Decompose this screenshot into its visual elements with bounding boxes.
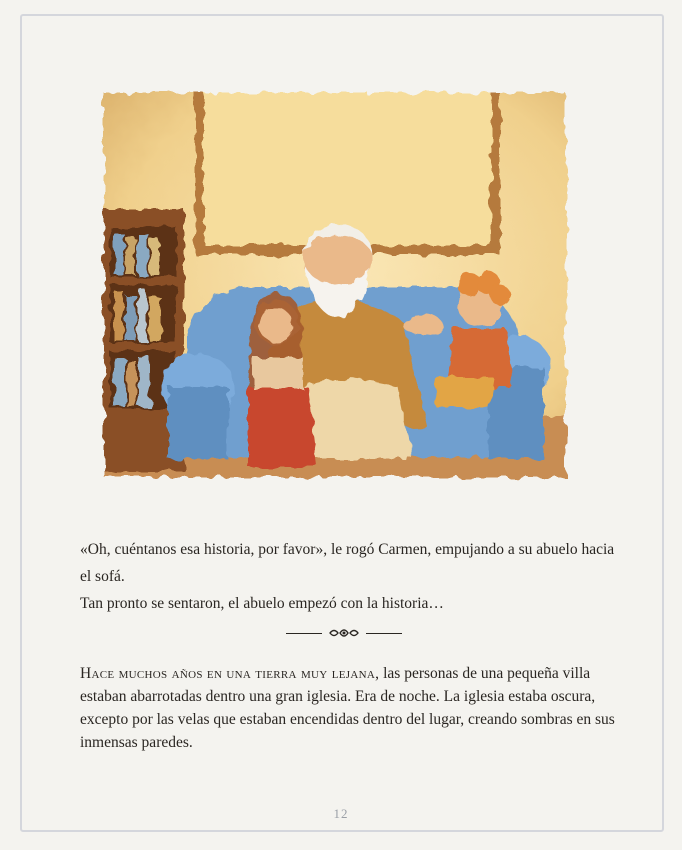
story-paragraph — [80, 662, 620, 754]
opening-smallcaps: Hace muchos años en una tierra muy lejana, — [80, 665, 380, 682]
divider-line-right — [366, 633, 402, 634]
dialogue-paragraph — [80, 536, 620, 617]
page-number: 12 — [333, 806, 349, 821]
flourish-ornament-icon — [326, 627, 362, 639]
dialogue-text: «Oh, cuéntanos esa historia, por favor», le rogó Carmen, empujando a su abuelo hacia el sofá. — [80, 541, 615, 585]
story-illustration — [98, 87, 572, 483]
opening-rest: las personas de una pequeña villa estaban abarrotadas dentro una gran iglesia. Era de noche. La iglesia estaba oscura, excepto por las velas que estaban encendidas dentro del lugar, creando sombras en sus inmensas paredes. — [80, 665, 615, 751]
section-divider — [286, 626, 402, 640]
narration-text: Tan pronto se sentaron, el abuelo empezó con la historia… — [80, 595, 444, 612]
divider-line-left — [286, 633, 322, 634]
